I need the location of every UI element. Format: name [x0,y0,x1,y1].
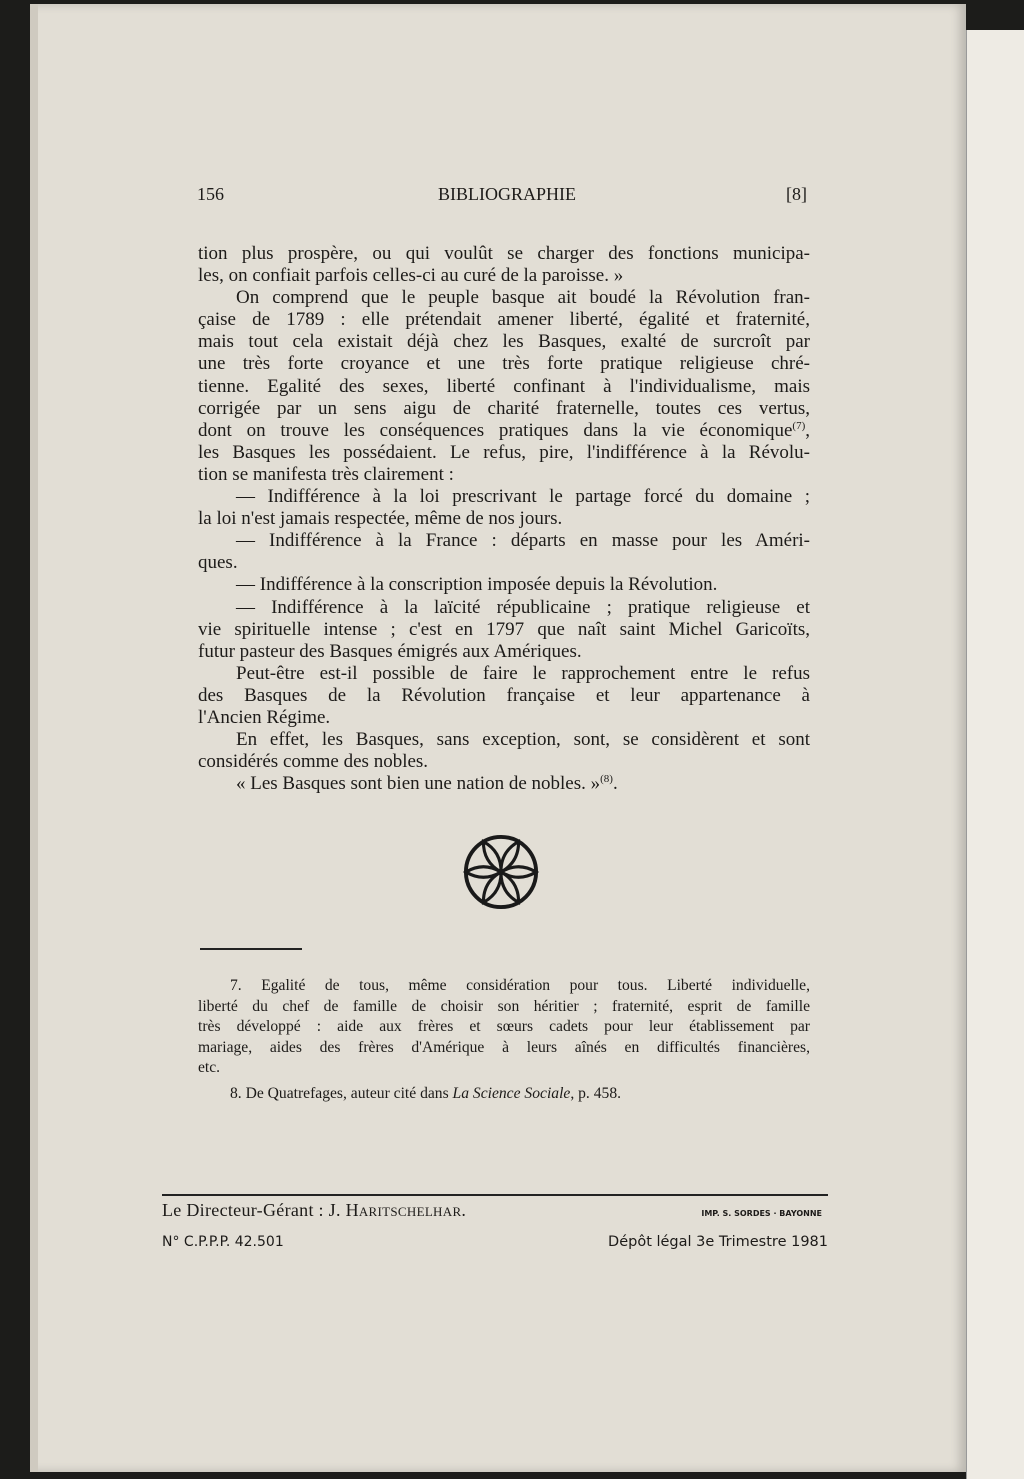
text-line [198,442,810,464]
footnote-rule [200,948,302,950]
text-line [198,552,810,574]
line-text: tion se manifesta très clairement : [198,463,454,485]
text-line [198,331,810,353]
page-edge [30,4,38,1472]
printer: IMP. S. SORDES · BAYONNE [701,1209,822,1218]
text-line [198,751,810,773]
line-text: futur pasteur des Basques émigrés aux Amériques. [198,640,582,662]
line-text: Peut-être est-il possible de faire le rapprochement entre le refus [236,662,810,684]
text-line [198,597,810,619]
line-text: les Basques les possédaient. Le refus, pire, l'indifférence à la Révolu- [198,441,810,463]
text-line [198,997,810,1018]
legal-deposit: Dépôt légal 3e Trimestre 1981 [608,1234,828,1250]
line-text: « Les Basques sont bien une nation de nobles. » [236,773,601,795]
text-line [198,707,810,729]
text-line [198,641,810,663]
colophon-rule [162,1194,828,1196]
text-line [198,1017,810,1038]
text-line [198,773,810,795]
line-text: — Indifférence à la France : départs en masse pour les Améri- [236,530,810,552]
footnote-8 [198,1084,810,1105]
line-text: — Indifférence à la conscription imposée depuis la Révolution. [236,574,718,596]
line-text: tion plus prospère, ou qui voulût se charger des fonctions municipa- [198,243,810,264]
text-line [198,663,810,685]
line-text: la loi n'est jamais respectée, même de nos jours. [198,508,563,530]
line-text: considérés comme des nobles. [198,751,429,773]
line-text: liberté du chef de famille de choisir son héritier ; fraternité, esprit de famille [198,997,810,1015]
footnotes [198,976,810,1105]
body-text [198,243,810,795]
text-line [198,574,810,596]
line-text: des Basques de la Révolution française et leur appartenance à [198,684,810,706]
line-text: tienne. Egalité des sexes, liberté confinant à l'individualisme, mais [198,375,810,397]
text-line [198,508,810,530]
fn8-title: La Science Sociale [452,1084,571,1102]
text-line [198,243,810,265]
text-line [198,976,810,997]
cppp-number: N° C.P.P.P. 42.501 [162,1234,284,1250]
line-text: corrigée par un sens aigu de charité fraternelle, toutes ces vertus, [198,397,810,419]
line-text: très développé : aide aux frères et sœurs cadets pour leur établissement par [198,1018,810,1036]
line-tail: . [612,773,618,795]
text-line [198,1058,810,1079]
text-line [198,619,810,641]
line-tail: , [805,419,810,441]
text-line [198,353,810,375]
line-text: une très forte croyance et une très forte pratique religieuse chré- [198,353,810,375]
line-text: mais tout cela existait déjà chez les Basques, exalté de surcroît par [198,331,810,353]
text-line [198,309,810,331]
footnote-reference: (7) [792,419,806,432]
line-text: En effet, les Basques, sans exception, sont, se considèrent et sont [236,729,810,751]
running-head: BIBLIOGRAPHIE [438,184,576,204]
text-line [198,729,810,751]
text-line [198,376,810,398]
line-text: 7. Egalité de tous, même considération pour tous. Liberté individuelle, [230,977,810,994]
text-line [198,420,810,442]
line-text: l'Ancien Régime. [198,706,331,728]
fn8-page: , p. 458. [570,1084,622,1102]
line-text: — Indifférence à la loi prescrivant le partage forcé du domaine ; [236,486,810,508]
text-line [198,1038,810,1059]
line-text: les, on confiait parfois celles-ci au curé de la paroisse. » [198,265,624,287]
text-line [198,530,810,552]
line-text: — Indifférence à la laïcité républicaine ; pratique religieuse et [236,596,810,618]
line-text: vie spirituelle intense ; c'est en 1797 que naît saint Michel Garicoïts, [198,618,810,640]
director-line [162,1200,466,1221]
text-line [198,464,810,486]
footnote-reference: (8) [600,773,613,786]
page-number: 156 [197,184,224,204]
hexafoil-rosette-ornament [462,833,540,911]
text-line [198,398,810,420]
line-text: dont on trouve les conséquences pratiques dans la vie économique [198,419,793,441]
line-text: çaise de 1789 : elle prétendait amener liberté, égalité et fraternité, [198,309,810,331]
text-line [198,685,810,707]
folio: [8] [786,184,807,204]
text-line [198,287,810,309]
adjacent-page-edge [966,30,1024,1479]
line-text: mariage, aides des frères d'Amérique à leurs aînés en difficultés financières, [198,1038,810,1056]
director-name: Haritschelhar. [345,1200,467,1220]
fn8-text: 8. De Quatrefages, auteur cité dans [230,1084,453,1102]
text-line [198,265,810,287]
text-line [198,486,810,508]
line-text: On comprend que le peuple basque ait boudé la Révolution fran- [236,287,810,309]
director-label: Le Directeur-Gérant : J. [162,1200,346,1220]
line-text: ques. [198,552,238,574]
line-text: etc. [198,1059,221,1077]
